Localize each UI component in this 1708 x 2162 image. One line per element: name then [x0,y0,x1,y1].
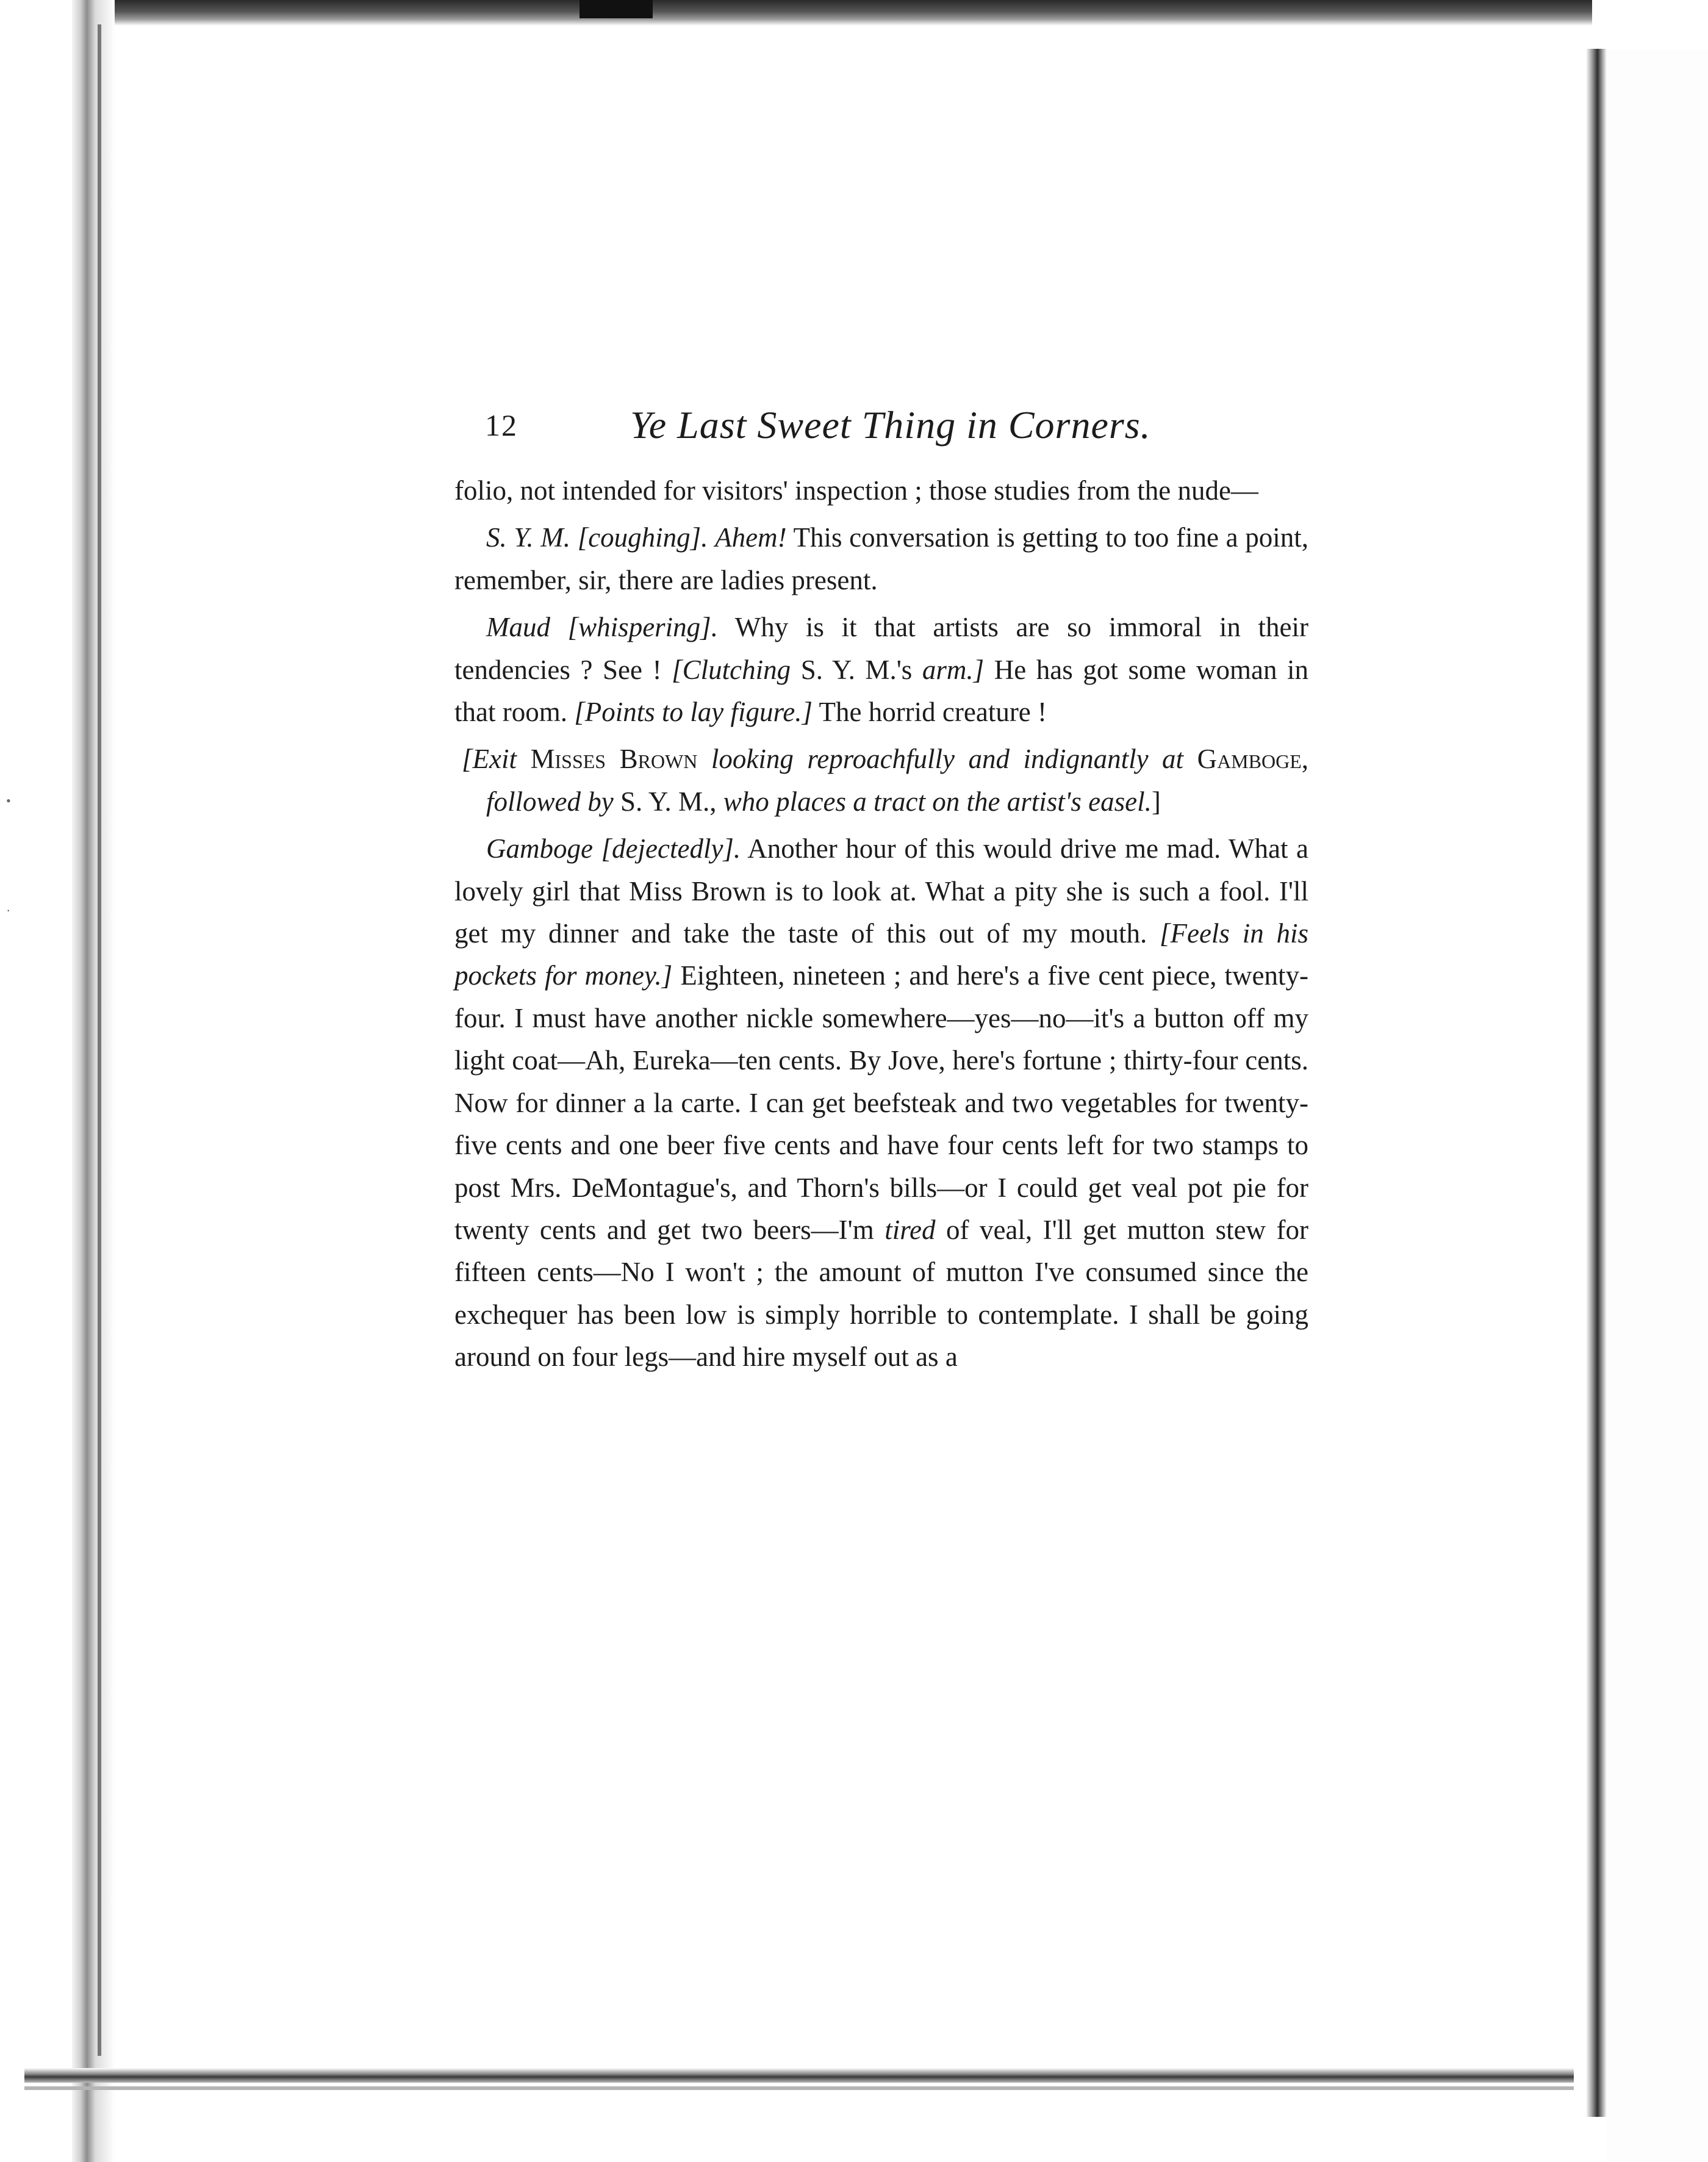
character-name: Gamboge, [1197,744,1308,775]
speaker-name: S. Y. M. [486,522,570,553]
stage-direction: arm.] [922,654,985,685]
stage-direction: [Feels in his pockets for money.] [454,918,1308,991]
running-head [485,403,1168,462]
stage-direction: [Exit [462,744,517,775]
paragraph-gamboge [454,828,1308,1378]
stage-direction: [whispering]. [567,612,718,643]
text-run: Another hour of this would drive me mad. What a lovely girl that Miss Brown is to look at. What a pity she is such a fool. I'll get my dinner and take the taste of this out of my mouth. [454,833,1308,949]
text-run: He has got some woman in that room. [454,654,1309,728]
scan-bottom-edge [24,2068,1574,2083]
text-run: Eighteen, nineteen ; and here's a five cent piece, twenty-four. I must have another nickle somewhere—yes—no—it's a button off my light coat—Ah, Eureka—ten cents. By Jove, here's fortune ; thirty-four cents. Now for dinner a la carte. I can get beefsteak and two vegetables for twenty-five cents and one beer five cents and have four cents left for two stamps to post Mrs. DeMontague's, and Thorn's bills—or I could get veal pot pie for twenty cents and get two beers—I'm [454,960,1309,1245]
scan-left-edge-line [98,24,101,2056]
text-run: S. Y. M., [620,786,717,817]
character-name: Misses Brown [530,744,698,775]
bracket-close: ] [1151,786,1161,817]
text-run: The horrid creature ! [819,697,1047,728]
paragraph-exit-direction [454,738,1308,823]
stage-direction: [dejectedly]. [601,833,741,864]
scan-bottom-edge-line [24,2086,1574,2090]
stage-direction: who places a tract on the artist's easel. [723,786,1152,817]
scan-right-edge [1586,49,1607,2117]
exclamation: Ahem! [715,522,787,553]
scan-right-margin [1607,49,1708,2162]
running-title: Ye Last Sweet Thing in Corners. [630,403,1151,447]
speaker-name: Gamboge [486,833,593,864]
paragraph-sym [454,517,1308,602]
stage-direction: [Points to lay figure.] [574,697,813,728]
stage-direction: [Clutching [672,654,791,685]
scan-left-edge [72,0,115,2162]
stage-direction: followed by [486,786,614,817]
speaker-name: Maud [486,612,550,643]
body-text [454,470,1308,1384]
scan-top-edge [85,0,1592,26]
text-run: of veal, I'll get mutton stew for fifteen cents—No I won't ; the amount of mutton I've consumed since the exchequer has been low is simply horrible to contemplate. I shall be going around on four legs—and hire myself out as a [454,1214,1308,1373]
scan-left-dot: · [6,903,11,918]
paragraph-maud [454,606,1308,733]
text-run: This conversation is getting to too fine a point, remember, sir, there are ladies present. [454,522,1309,595]
page-number: 12 [485,408,518,442]
text-run: Why is it that artists are so immoral in their tendencies ? See ! [454,612,1309,685]
stage-direction: looking reproachfully and indignantly at [711,744,1184,775]
scan-top-edge-dark [580,0,653,18]
text-run: folio, not intended for visitors' inspection ; those studies from the nude— [454,475,1258,506]
emphasis: tired [884,1214,936,1245]
text-run: S. Y. M.'s [800,654,913,685]
scan-left-dot: • [6,793,11,808]
paragraph-folio [454,470,1308,512]
stage-direction: [coughing]. [577,522,708,553]
